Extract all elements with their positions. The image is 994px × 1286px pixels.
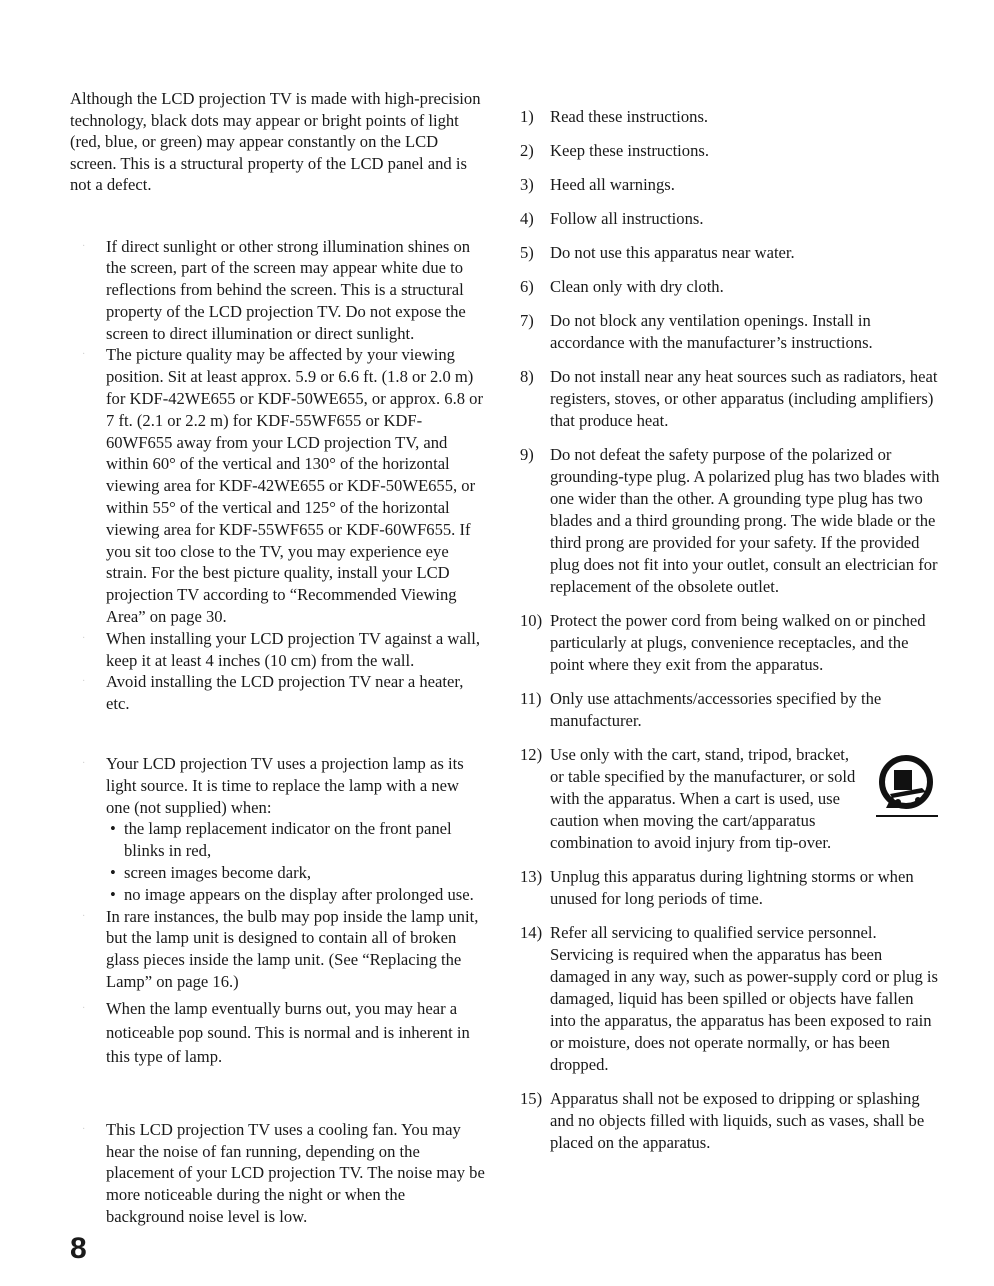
- item-text: Only use attachments/accessories specified by the manufacturer.: [550, 689, 882, 730]
- item-number: 13): [520, 867, 543, 886]
- cart-tip-over-warning-icon: [868, 748, 940, 820]
- fan-heading: [70, 1093, 485, 1115]
- lamp-text: Your LCD projection TV uses a projection lamp as its light source. It is time to replace the lamp with a new one (not supplied) when:: [106, 754, 464, 817]
- list-item: [520, 310, 940, 354]
- item-text: Heed all warnings.: [550, 175, 675, 194]
- item-text: Read these instructions.: [550, 107, 709, 126]
- item-number: 8): [520, 367, 534, 386]
- right-column: [520, 60, 940, 1166]
- bullet-icon: ·: [82, 632, 86, 644]
- list-item: [520, 106, 940, 128]
- lcd-screen-intro: Although the LCD projection TV is made with high-precision technology, black dots may appear or bright points of light (red, blue, or green) may appear constantly on the LCD screen. This is a structural property of the LCD panel and is not a defect.: [70, 89, 481, 194]
- list-item: [520, 688, 940, 732]
- installation-item: [70, 344, 485, 627]
- item-number: 11): [520, 689, 542, 708]
- installation-item: [70, 628, 485, 672]
- item-text: Do not block any ventilation openings. Install in accordance with the manufacturer’s instructions.: [550, 311, 873, 352]
- item-text: Follow all instructions.: [550, 209, 704, 228]
- list-item: [520, 276, 940, 298]
- safety-heading: [520, 60, 940, 88]
- item-number: 3): [520, 175, 534, 194]
- list-item: • screen images become dark,: [106, 862, 485, 884]
- list-item: [520, 208, 940, 230]
- list-item: [520, 366, 940, 432]
- item-number: 1): [520, 107, 534, 126]
- lamp-conditions-list: [106, 818, 485, 905]
- lamp-item: [70, 753, 485, 906]
- list-item: [520, 866, 940, 910]
- item-number: 6): [520, 277, 534, 296]
- list-item: [520, 610, 940, 676]
- item-number: 5): [520, 243, 534, 262]
- list-item: [520, 744, 940, 854]
- item-number: 12): [520, 745, 543, 764]
- bullet-icon: ·: [82, 240, 86, 252]
- item-number: 15): [520, 1089, 543, 1108]
- item-text: Keep these instructions.: [550, 141, 709, 160]
- fan-item: [70, 1119, 485, 1228]
- bullet-icon: ·: [82, 758, 86, 770]
- list-item: [520, 174, 940, 196]
- lamp-text: In rare instances, the bulb may pop inside the lamp unit, but the lamp unit is designed to contain all of broken glass pieces inside the lamp unit. (See “Replacing the Lamp” on page 16.): [106, 906, 479, 991]
- installation-heading: [70, 210, 485, 232]
- item-text: Refer all servicing to qualified service personnel. Servicing is required when the apparatus has been damaged in any way, such as power-supply cord or plug is damaged, liquid has been spilled or objects have fallen into the apparatus, the apparatus has been exposed to rain or moisture, does not operate normally, or has been dropped.: [550, 923, 938, 1074]
- item-number: 4): [520, 209, 534, 228]
- lamp-section: [70, 727, 485, 1069]
- item-number: 14): [520, 923, 543, 942]
- lamp-heading: [70, 727, 485, 749]
- lamp-item: [70, 997, 485, 1069]
- installation-item: [70, 236, 485, 345]
- list-item: [520, 242, 940, 264]
- list-item: [520, 444, 940, 598]
- item-number: 9): [520, 445, 534, 464]
- item-number: 10): [520, 611, 543, 630]
- lamp-item: [70, 906, 485, 993]
- item-text: Do not defeat the safety purpose of the polarized or grounding-type plug. A polarized plug has two blades with one wider than the other. A grounding type plug has two blades and a third grounding prong. The wide blade or the third prong are provided for your safety. If the provided plug does not fit into your outlet, consult an electrician for replacement of the obsolete outlet.: [550, 445, 940, 596]
- item-text: Unplug this apparatus during lightning storms or when unused for long periods of time.: [550, 867, 914, 908]
- installation-text: If direct sunlight or other strong illumination shines on the screen, part of the screen may appear white due to reflections from behind the screen. This is a structural property of the LCD projection TV. Do not expose the screen to direct illumination or direct sunlight.: [106, 236, 471, 343]
- safety-instructions-list: [520, 106, 940, 1154]
- list-item: • no image appears on the display after prolonged use.: [106, 884, 485, 906]
- lamp-text: When the lamp eventually burns out, you may hear a noticeable pop sound. This is normal and is inherent in this type of lamp.: [106, 998, 470, 1066]
- bullet-icon: ·: [82, 676, 86, 688]
- bullet-icon: ·: [82, 1002, 86, 1014]
- item-text: Apparatus shall not be exposed to dripping or splashing and no objects filled with liquids, such as vases, shall be placed on the apparatus.: [550, 1089, 925, 1152]
- bullet-icon: ·: [82, 349, 86, 361]
- fan-text: This LCD projection TV uses a cooling fan. You may hear the noise of fan running, depending on the placement of your LCD projection TV. The noise may be more noticeable during the night or when the background noise level is low.: [106, 1119, 485, 1226]
- installation-text: Avoid installing the LCD projection TV near a heater, etc.: [106, 672, 464, 714]
- item-text: Use only with the cart, stand, tripod, bracket, or table specified by the manufacturer, or sold with the apparatus. When a cart is used, use caution when moving the cart/apparatus combination to avoid injury from tip-over.: [550, 745, 856, 852]
- bullet-icon: ·: [82, 1123, 86, 1135]
- bullet-icon: ·: [82, 910, 86, 922]
- item-text: Do not use this apparatus near water.: [550, 243, 795, 262]
- installation-text: The picture quality may be affected by your viewing position. Sit at least approx. 5.9 or 6.6 ft. (1.8 or 2.0 m) for KDF-42WE655 or KDF-50WE655, or approx. 6.8 or 7 ft. (2.1 or 2.2 m) for KDF-55WF655 or KDF-60WF655 away from your LCD projection TV, and within 60° of the vertical and 130° of the horizontal viewing area for KDF-42WE655 or KDF-50WE655, or within 55° of the vertical and 125° of the horizontal viewing area for KDF-55WF655 or KDF-60WF655. If you sit too close to the TV, you may experience eye strain. For the best picture quality, install your LCD projection TV according to “Recommended Viewing Area” on page 30.: [106, 345, 483, 627]
- list-item: • the lamp replacement indicator on the front panel blinks in red,: [106, 818, 485, 862]
- installation-text: When installing your LCD projection TV against a wall, keep it at least 4 inches (10 cm) from the wall.: [106, 628, 481, 670]
- list-item: [520, 1088, 940, 1154]
- item-number: 2): [520, 141, 534, 160]
- left-column: [70, 60, 485, 1228]
- installation-item: [70, 671, 485, 715]
- lcd-screen-heading: [70, 60, 485, 88]
- list-item: [520, 922, 940, 1076]
- fan-section: [70, 1093, 485, 1228]
- installation-section: [70, 210, 485, 716]
- item-text: Clean only with dry cloth.: [550, 277, 724, 296]
- list-item: [520, 140, 940, 162]
- page-number: 8: [70, 1232, 87, 1265]
- item-number: 7): [520, 311, 534, 330]
- item-text: Protect the power cord from being walked on or pinched particularly at plugs, convenience receptacles, and the point where they exit from the apparatus.: [550, 611, 926, 674]
- item-text: Do not install near any heat sources such as radiators, heat registers, stoves, or other apparatus (including amplifiers) that produce heat.: [550, 367, 938, 430]
